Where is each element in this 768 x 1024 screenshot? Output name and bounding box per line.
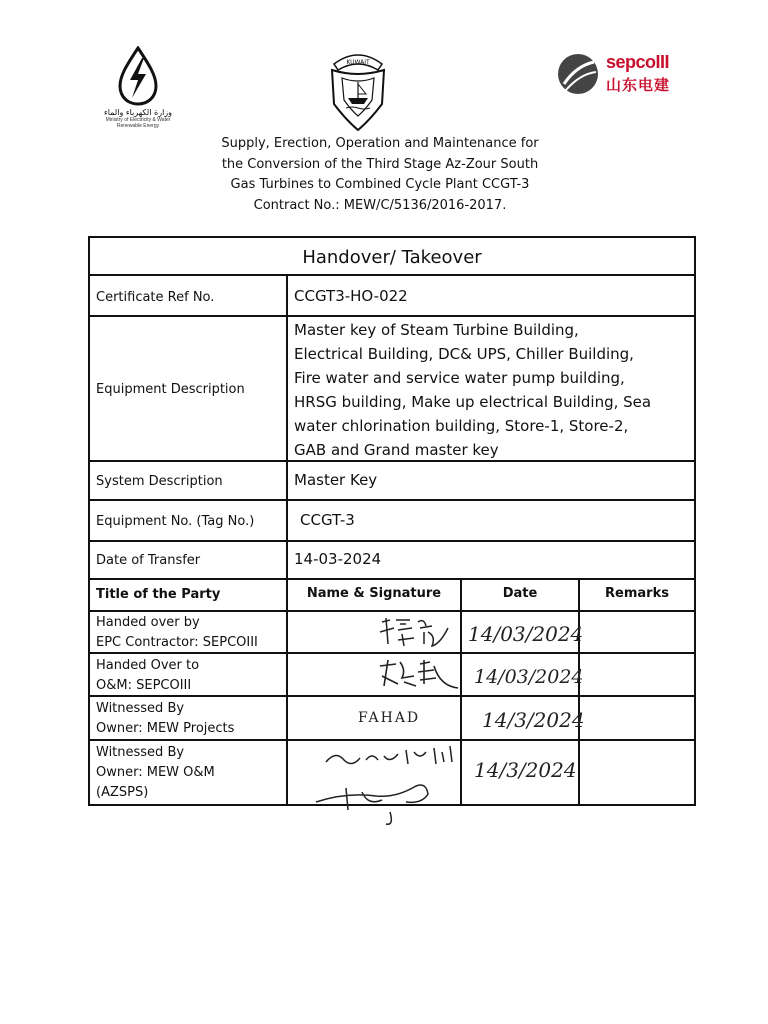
equipment-line: Electrical Building, DC& UPS, Chiller Building,: [294, 345, 634, 363]
signature-sepcoiii-takeover: [374, 656, 464, 694]
kuwait-emblem-icon: [328, 48, 388, 132]
date-handwritten-2: 14/03/2024: [474, 666, 584, 688]
mew-subtext: Renewable Energy: [116, 123, 160, 129]
date-handwritten-1: 14/03/2024: [468, 622, 584, 646]
handover-form-table: [88, 236, 696, 806]
date-label: Date of Transfer: [96, 553, 201, 568]
signature-mew-om: [286, 742, 466, 828]
system-value: Master Key: [294, 471, 378, 489]
form-title: Handover/ Takeover: [302, 247, 482, 268]
col-party-header: Title of the Party: [96, 587, 221, 602]
certificate-label: Certificate Ref No.: [96, 290, 215, 305]
date-handwritten-3: 14/3/2024: [482, 708, 585, 732]
col-signature-header: Name & Signature: [306, 586, 442, 601]
party-org: Owner: MEW Projects: [96, 721, 235, 736]
lightning-drop-icon: [116, 46, 160, 106]
tag-value: CCGT-3: [300, 511, 355, 529]
party-row-1: [96, 613, 258, 653]
sepcoiii-chinese-name: 山东电建: [606, 76, 671, 94]
col-remarks-header: Remarks: [605, 586, 669, 601]
date-value: 14-03-2024: [294, 550, 382, 568]
date-handwritten-4: 14/3/2024: [474, 758, 577, 782]
tag-label: Equipment No. (Tag No.): [96, 514, 255, 529]
party-row-4: [96, 743, 215, 803]
equipment-line: GAB and Grand master key: [294, 441, 499, 459]
certificate-value: CCGT3-HO-022: [294, 287, 408, 305]
party-org-sub: (AZSPS): [96, 785, 149, 800]
kuwait-emblem: [328, 48, 388, 132]
contract-header: [140, 134, 620, 216]
header-line-3: Gas Turbines to Combined Cycle Plant CCGT-3: [230, 177, 530, 192]
equipment-line: water chlorination building, Store-1, Store-2,: [294, 417, 629, 435]
header-line-4: Contract No.: MEW/C/5136/2016-2017.: [253, 197, 507, 213]
party-org: EPC Contractor: SEPCOIII: [96, 635, 258, 650]
party-title: Witnessed By: [96, 701, 185, 716]
equipment-label: Equipment Description: [96, 382, 245, 397]
system-label: System Description: [96, 474, 223, 489]
party-row-3: [96, 699, 234, 739]
signature-sepcoiii-handover: [376, 614, 456, 650]
equipment-line: HRSG building, Make up electrical Building, Sea: [294, 393, 652, 411]
party-row-2: [96, 656, 199, 696]
party-org: Owner: MEW O&M: [96, 765, 215, 780]
col-date-header: Date: [502, 586, 538, 601]
header-line-1: Supply, Erection, Operation and Maintenance for: [221, 136, 539, 151]
sepcoiii-logo: [556, 48, 686, 100]
mew-english-name: Ministry of Electricity & Water: [105, 117, 171, 123]
party-title: Handed Over to: [96, 658, 200, 673]
header-line-2: the Conversion of the Third Stage Az-Zour South: [221, 156, 539, 172]
signature-name-fahad: FAHAD: [358, 710, 421, 726]
equipment-line: Master key of Steam Turbine Building,: [294, 321, 579, 339]
party-title: Handed over by: [96, 615, 200, 630]
sepcoiii-brand: sepcoIII: [606, 52, 670, 72]
equipment-description: [294, 318, 694, 462]
mew-arabic-name: وزارة الكهرباء والماء: [103, 108, 173, 117]
sepcoiii-globe-icon: [556, 52, 600, 96]
party-title: Witnessed By: [96, 745, 185, 760]
emblem-label: KUWAIT: [346, 59, 370, 66]
equipment-line: Fire water and service water pump building,: [294, 369, 625, 387]
party-org: O&M: SEPCOIII: [96, 678, 192, 693]
mew-logo: [100, 46, 176, 136]
